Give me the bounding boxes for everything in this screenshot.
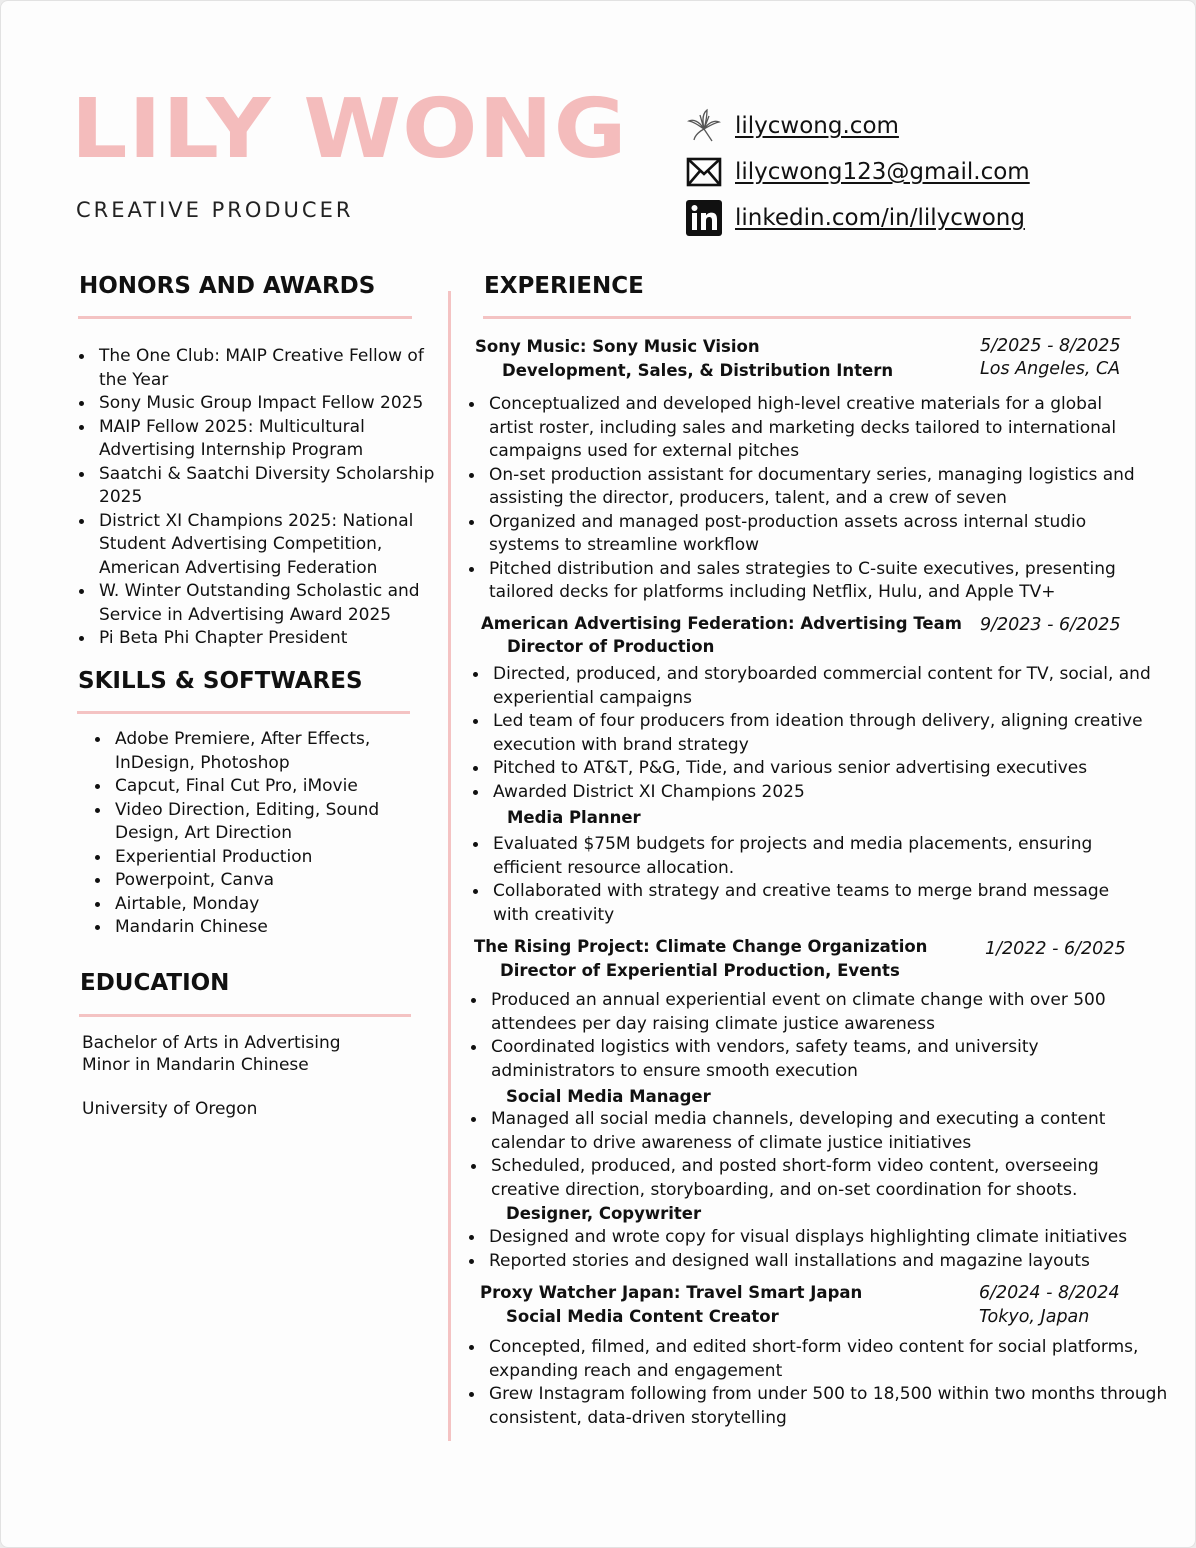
list-item: Experiential Production [115,846,415,870]
job-role: Social Media Manager [506,1087,711,1106]
education-school: University of Oregon [82,1099,258,1119]
list-item: Adobe Premiere, After Effects, InDesign, Photoshop [115,728,415,775]
linkedin-link[interactable]: linkedin.com/in/lilycwong [735,205,1025,231]
job-bullets [491,1108,1141,1202]
email-link[interactable]: lilycwong123@gmail.com [735,159,1030,185]
list-item: Evaluated $75M budgets for projects and media placements, ensuring efficient resource allocation. [493,833,1143,880]
divider [77,711,410,714]
list-item: Coordinated logistics with vendors, safety teams, and university administrators to ensure smooth execution [491,1036,1111,1083]
job-role: Designer, Copywriter [506,1204,702,1223]
divider [78,316,412,319]
education-title: EDUCATION [80,970,230,996]
job-dates: 6/2024 - 8/2024 [979,1283,1120,1303]
list-item: Concepted, filmed, and edited short-form video content for social platforms, expanding reach and engagement [489,1336,1169,1383]
list-item: Produced an annual experiential event on climate change with over 500 attendees per day raising climate justice awareness [491,989,1111,1036]
job-org: American Advertising Federation: Advertising Team [481,614,962,633]
list-item: Reported stories and designed wall installations and magazine layouts [489,1250,1169,1274]
mail-icon [685,153,723,191]
job-role: Social Media Content Creator [506,1307,779,1326]
job-org: Sony Music: Sony Music Vision [475,337,760,356]
list-item: Airtable, Monday [115,893,415,917]
list-item: Collaborated with strategy and creative teams to merge brand message with creativity [493,880,1143,927]
list-item: Pi Beta Phi Chapter President [99,627,444,651]
website-link[interactable]: lilycwong.com [735,113,899,139]
contact-linkedin [685,198,1025,238]
list-item: Scheduled, produced, and posted short-form video content, overseeing creative direction, storyboarding, and on-set coordination for shoots. [491,1155,1141,1202]
list-item: Awarded District XI Champions 2025 [493,781,1173,805]
list-item: Sony Music Group Impact Fellow 2025 [99,392,444,416]
list-item: Grew Instagram following from under 500 to 18,500 within two months through consistent, data-driven storytelling [489,1383,1169,1430]
list-item: Saatchi & Saatchi Diversity Scholarship 2025 [99,463,444,510]
job-org: The Rising Project: Climate Change Organization [474,937,928,956]
divider [483,316,1131,319]
education-minor: Minor in Mandarin Chinese [82,1055,309,1075]
list-item: Pitched to AT&T, P&G, Tide, and various senior advertising executives [493,757,1173,781]
list-item: Mandarin Chinese [115,916,415,940]
education-degree: Bachelor of Arts in Advertising [82,1033,341,1053]
job-dates: 9/2023 - 6/2025 [980,615,1121,635]
job-org: Proxy Watcher Japan: Travel Smart Japan [480,1283,863,1302]
job-role: Development, Sales, & Distribution Intern [502,361,894,380]
job-bullets [493,833,1143,927]
list-item: Directed, produced, and storyboarded commercial content for TV, social, and experiential campaigns [493,663,1173,710]
job-role: Director of Production [507,637,715,656]
list-item: The One Club: MAIP Creative Fellow of the Year [99,345,444,392]
list-item: MAIP Fellow 2025: Multicultural Advertising Internship Program [99,416,444,463]
job-bullets [489,1226,1169,1273]
job-dates: 5/2025 - 8/2025 [980,336,1121,356]
job-dates: 1/2022 - 6/2025 [985,939,1126,959]
contact-email [685,152,1030,192]
list-item: Conceptualized and developed high-level creative materials for a global artist roster, including sales and marketing decks tailored to international campaigns used for external pitches [489,393,1149,464]
job-location: Tokyo, Japan [979,1307,1090,1327]
list-item: District XI Champions 2025: National Student Advertising Competition, American Advertising Federation [99,510,444,581]
list-item: Led team of four producers from ideation through delivery, aligning creative execution with brand strategy [493,710,1173,757]
job-role: Director of Experiential Production, Events [500,961,900,980]
divider [79,1014,411,1017]
column-divider [448,291,451,1441]
experience-title: EXPERIENCE [484,273,644,299]
job-bullets [493,663,1173,804]
job-bullets [491,989,1111,1083]
list-item: On-set production assistant for documentary series, managing logistics and assisting the director, producers, talent, and a crew of seven [489,464,1149,511]
job-bullets [489,393,1149,605]
list-item: Managed all social media channels, developing and executing a content calendar to drive awareness of climate justice initiatives [491,1108,1141,1155]
job-bullets [489,1336,1169,1430]
honors-title: HONORS AND AWARDS [79,273,376,299]
lily-flower-icon [685,107,723,145]
job-location: Los Angeles, CA [980,359,1121,379]
list-item: Powerpoint, Canva [115,869,415,893]
job-role: Media Planner [507,808,641,827]
list-item: Video Direction, Editing, Sound Design, Art Direction [115,799,415,846]
list-item: Organized and managed post-production assets across internal studio systems to streamline workflow [489,511,1149,558]
list-item: W. Winter Outstanding Scholastic and Service in Advertising Award 2025 [99,580,444,627]
contact-website [685,106,899,146]
linkedin-icon [685,199,723,237]
list-item: Capcut, Final Cut Pro, iMovie [115,775,415,799]
list-item: Designed and wrote copy for visual displays highlighting climate initiatives [489,1226,1169,1250]
honors-list [99,345,444,651]
candidate-role: CREATIVE PRODUCER [76,198,354,222]
candidate-name: LILY WONG [71,82,628,177]
skills-title: SKILLS & SOFTWARES [78,668,363,694]
list-item: Pitched distribution and sales strategies to C-suite executives, presenting tailored decks for platforms including Netflix, Hulu, and Apple TV+ [489,558,1149,605]
skills-list [115,728,415,940]
